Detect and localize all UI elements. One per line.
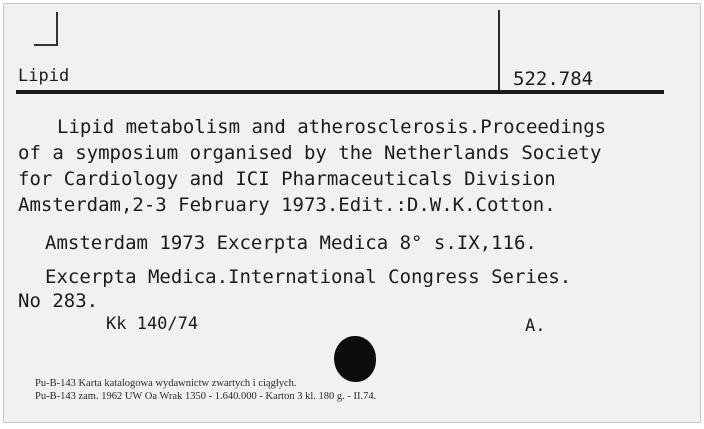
- body-line: for Cardiology and ICI Pharmaceuticals Division: [18, 168, 556, 190]
- body-line: Lipid metabolism and atherosclerosis.Proceedings: [57, 116, 607, 138]
- ink-blot: [334, 336, 376, 382]
- series-line: Excerpta Medica.International Congress Series.: [45, 266, 572, 288]
- body-line: of a symposium organised by the Netherlands Society: [18, 142, 602, 164]
- footer-line: Pu-B-143 Karta katalogowa wydawnictw zwartych i ciągłych.: [35, 378, 297, 389]
- body-line: Amsterdam,2-3 February 1973.Edit.:D.W.K.Cotton.: [18, 194, 556, 216]
- footer-line: Pu-B-143 zam. 1962 UW Oa Wrak 1350 - 1.640.000 - Karton 3 kl. 180 g. - II.74.: [35, 391, 377, 402]
- corner-mark: [34, 12, 58, 46]
- mark-letter: A.: [525, 316, 546, 336]
- call-number: Kk 140/74: [106, 314, 199, 334]
- catalog-card: [3, 3, 701, 423]
- series-line: No 283.: [18, 290, 99, 312]
- subject-heading: Lipid: [18, 66, 70, 86]
- imprint-line: Amsterdam 1973 Excerpta Medica 8° s.IX,116.: [45, 232, 537, 254]
- vertical-rule: [498, 10, 500, 94]
- horizontal-rule: [16, 90, 664, 94]
- classification-number: 522.784: [513, 68, 594, 90]
